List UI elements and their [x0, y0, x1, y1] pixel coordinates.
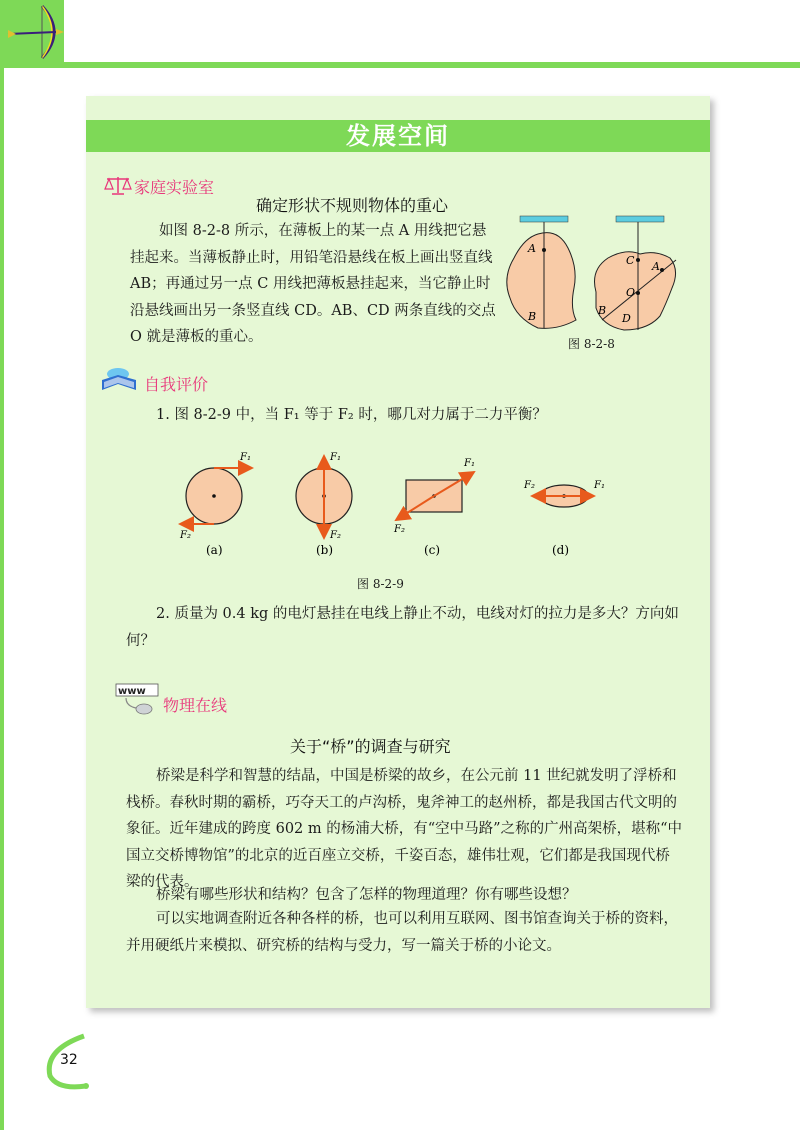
force-label-f1-a: F₁ [240, 452, 251, 463]
diagram-b [296, 452, 352, 557]
online-section-label: 物理在线 [163, 696, 228, 715]
scale-icon [104, 175, 132, 197]
figure-8-2-8 [498, 208, 678, 348]
top-banner [0, 0, 800, 68]
online-paragraph-3: 可以实地调查附近各种各样的桥，也可以利用互联网、图书馆查询关于桥的资料，并用硬纸片来模拟、研究桥的结构与受力，写一篇关于桥的小论文。 [126, 911, 678, 954]
plate-shape-left [507, 233, 576, 329]
diagram-a [179, 452, 252, 557]
label-C: C [626, 254, 635, 267]
figure-8-2-9 [160, 446, 630, 566]
sublabel-d: (d) [552, 543, 570, 557]
left-margin-strip [0, 68, 4, 1130]
book-icon [100, 366, 140, 394]
online-paragraph-2: 桥梁有哪些形状和结构？包含了怎样的物理道理？你有哪些设想？ [156, 887, 577, 903]
www-text: www [118, 686, 146, 697]
page-number: 32 [60, 1052, 78, 1068]
label-B-left: B [528, 310, 537, 323]
sublabel-c: (c) [424, 543, 441, 557]
force-label-f1-d: F₁ [594, 480, 605, 491]
label-O: O [626, 286, 636, 299]
force-label-f1-c: F₁ [464, 458, 475, 469]
online-paragraph-1: 桥梁是科学和智慧的结晶，中国是桥梁的故乡，在公元前 11 世纪就发明了浮桥和栈桥。春秋时期的霸桥，巧夺天工的卢沟桥，鬼斧神工的赵州桥，都是我国古代文明的象征。近年建成的跨度 602 m 的杨浦大桥，有“空中马路”之称的广州高架桥，堪称“中国立交桥博物馆”的北京的近百座立交桥，千姿百态，雄伟壮观，它们都是我国现代桥梁的代表。 [126, 768, 682, 890]
force-label-f2-b: F₂ [330, 530, 341, 541]
force-label-f1-b: F₁ [330, 452, 341, 463]
diagram-d [523, 480, 605, 557]
question-2: 2. 质量为 0.4 kg 的电灯悬挂在电线上静止不动，电线对灯的拉力是多大？方向如何？ [126, 606, 679, 649]
force-label-f2-a: F₂ [180, 530, 191, 541]
sublabel-b: (b) [316, 543, 334, 557]
section-title: 发展空间 [346, 122, 450, 150]
lab-section-label: 家庭实验室 [134, 178, 215, 197]
label-D: D [622, 312, 631, 325]
online-title: 关于“桥”的调查与研究 [290, 737, 451, 756]
figure-8-2-8-caption: 图 8-2-8 [568, 337, 615, 351]
label-A-right: A [652, 260, 660, 273]
lab-paragraph: 如图 8-2-8 所示，在薄板上的某一点 A 用线把它悬挂起来。当薄板静止时，用铅笔沿悬线在板上画出竖直线 AB；再通过另一点 C 用线把薄板悬挂起来，当它静止时沿悬线画出另一条竖直线 CD。AB、CD 两条直线的交点 O 就是薄板的重心。 [130, 223, 496, 345]
question-1: 1. 图 8-2-9 中，当 F₁ 等于 F₂ 时，哪几对力属于二力平衡？ [156, 407, 547, 423]
bow-arrow-icon [4, 2, 64, 62]
section-header [86, 120, 710, 152]
figure-8-2-9-caption: 图 8-2-9 [357, 577, 404, 591]
label-A-left: A [528, 242, 536, 255]
eval-section-label: 自我评价 [144, 375, 209, 394]
sublabel-a: (a) [206, 543, 223, 557]
top-green-band [62, 62, 800, 68]
label-B-right: B [598, 304, 607, 317]
force-label-f2-d: F₂ [524, 480, 535, 491]
www-computer-icon [112, 682, 162, 716]
force-label-f2-c: F₂ [394, 524, 405, 535]
lab-title: 确定形状不规则物体的重心 [256, 196, 449, 215]
diagram-c [393, 458, 475, 557]
